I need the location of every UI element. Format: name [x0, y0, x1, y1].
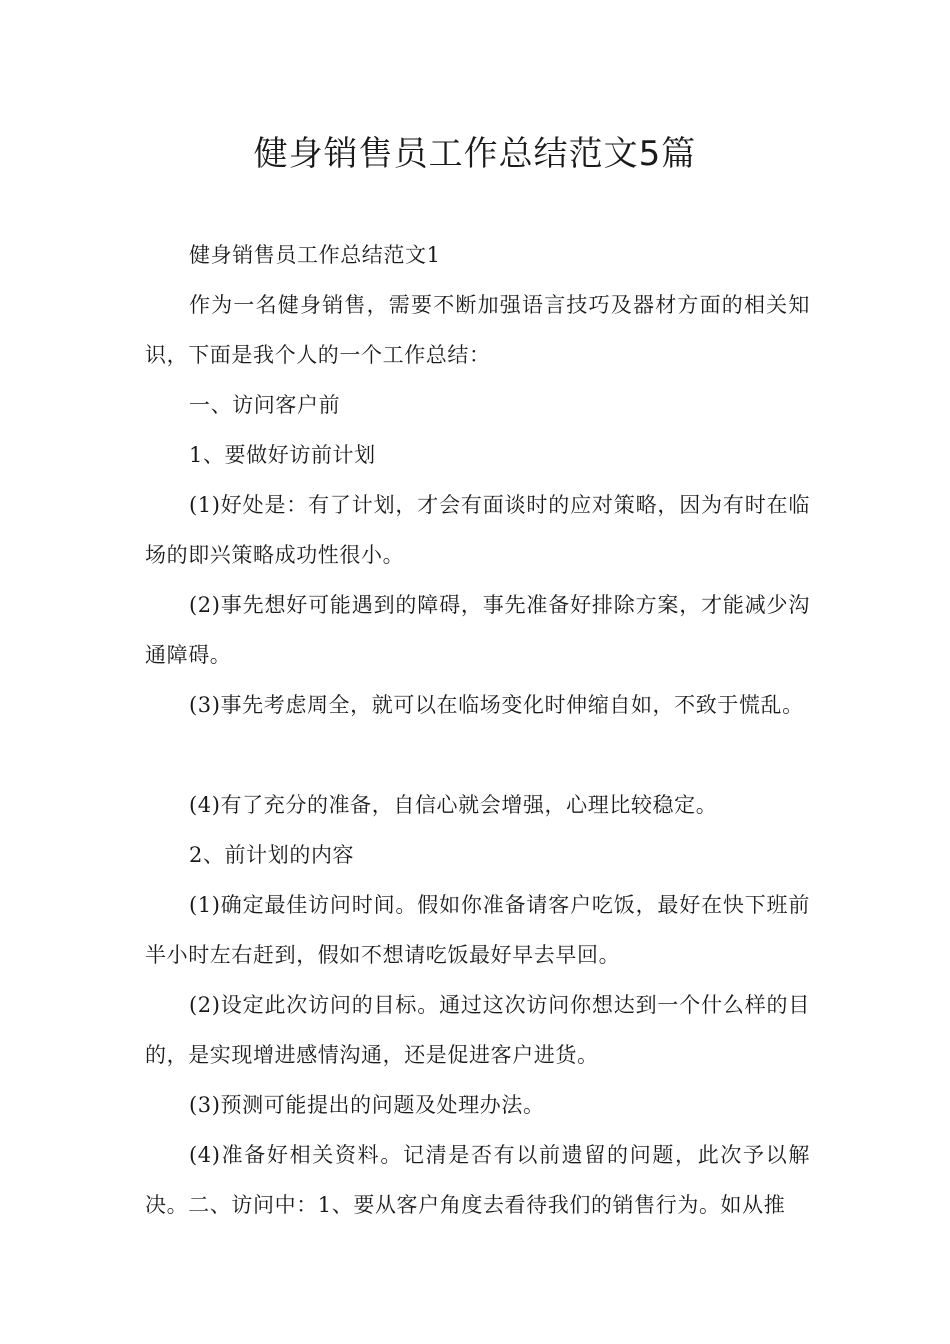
- paragraph: (1)好处是：有了计划，才会有面谈时的应对策略，因为有时在临场的即兴策略成功性很小。: [145, 493, 810, 567]
- paragraph: (2)设定此次访问的目标。通过这次访问你想达到一个什么样的目的，是实现增进感情沟通，还是促进客户进货。: [145, 993, 810, 1067]
- document-title: 健身销售员工作总结范文5篇: [253, 134, 697, 174]
- paragraph: 作为一名健身销售，需要不断加强语言技巧及器材方面的相关知识，下面是我个人的一个工作总结：: [145, 293, 810, 367]
- paragraph: (4)准备好相关资料。记清是否有以前遗留的问题，此次予以解决。二、访问中：1、要从客户角度去看待我们的销售行为。如从推: [145, 1143, 810, 1217]
- paragraph: (1)确定最佳访问时间。假如你准备请客户吃饭，最好在快下班前半小时左右赶到，假如不想请吃饭最好早去早回。: [145, 893, 810, 967]
- paragraph: (3)预测可能提出的问题及处理办法。: [189, 1093, 545, 1117]
- subheading: 2、前计划的内容: [189, 843, 355, 867]
- subheading: 1、要做好访前计划: [189, 443, 376, 467]
- paragraph: (2)事先想好可能遇到的障碍，事先准备好排除方案，才能减少沟通障碍。: [145, 593, 810, 667]
- subheading: 一、访问客户前: [189, 393, 341, 417]
- paragraph: (3)事先考虑周全，就可以在临场变化时伸缩自如，不致于慌乱。: [189, 693, 804, 717]
- section-heading: 健身销售员工作总结范文1: [189, 243, 441, 267]
- paragraph: (4)有了充分的准备，自信心就会增强，心理比较稳定。: [189, 793, 718, 817]
- document-body: [145, 230, 810, 1230]
